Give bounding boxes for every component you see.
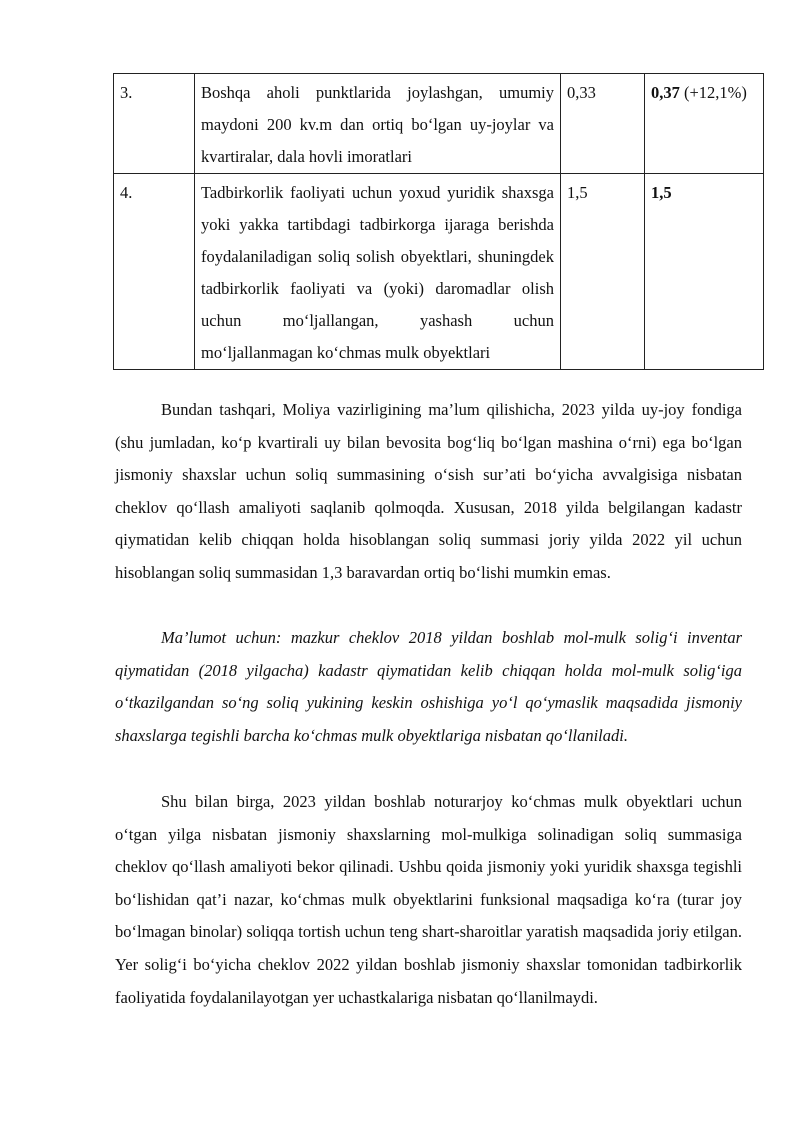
- row-new-rate: 0,37: [651, 83, 680, 102]
- row-new-rate: 1,5: [651, 183, 672, 202]
- info-note-paragraph: Ma’lumot uchun: mazkur cheklov 2018 yildan boshlab mol-mulk solig‘i inventar qiymatidan (2018 yilgacha) kadastr qiymatidan kelib chiqqan holda mol-mulk solig‘iga o‘tkazilgandan so‘ng soliq yukining keskin oshishiga yo‘l qo‘ymaslik maqsadida jismoniy shaxslarga tegishli barcha ko‘chmas mulk obyektlariga nisbatan qo‘llaniladi.: [115, 628, 742, 745]
- row-description: [195, 74, 561, 174]
- table-row: [114, 74, 764, 174]
- row-number: 4.: [114, 174, 195, 370]
- row-new-rate-cell: [645, 74, 764, 174]
- tax-rate-table: [113, 73, 764, 370]
- row-old-rate: 0,33: [561, 74, 645, 174]
- row-description-text: Tadbirkorlik faoliyati uchun yoxud yuridik shaxsga yoki yakka tartibdagi tadbirkorga ijaraga berishda foydalaniladigan soliq solish obyektlari, shuningdek tadbirkorlik faoliyati va (yoki) daromadlar olish uchun mo‘ljallangan, yashash uchun mo‘ljallanmagan ko‘chmas mulk obyektlari: [201, 183, 554, 362]
- row-number: 3.: [114, 74, 195, 174]
- body-paragraph: Bundan tashqari, Moliya vazirligining ma’lum qilishicha, 2023 yilda uy-joy fondiga (shu jumladan, ko‘p kvartirali uy bilan bevosita bog‘liq bo‘lgan mashina o‘rni) ega bo‘lgan jismoniy shaxslar uchun soliq summasining o‘sish sur’ati bo‘yicha avvalgisiga nisbatan cheklov qo‘llash amaliyoti saqlanib qolmoqda. Xususan, 2018 yilda belgilangan kadastr qiymatidan kelib chiqqan holda hisoblangan soliq summasi joriy yilda 2022 yil uchun hisoblangan soliq summasidan 1,3 baravardan ortiq bo‘lishi mumkin emas.: [115, 400, 742, 582]
- row-description-text: Boshqa aholi punktlarida joylashgan, umumiy maydoni 200 kv.m dan ortiq bo‘lgan uy-joylar va kvartiralar, dala hovli imoratlari: [201, 83, 554, 166]
- body-paragraph: Shu bilan birga, 2023 yildan boshlab noturarjoy ko‘chmas mulk obyektlari uchun o‘tgan yilga nisbatan jismoniy shaxslarning mol-mulkiga solinadigan soliq summasiga cheklov qo‘llash amaliyoti bekor qilinadi. Ushbu qoida jismoniy yoki yuridik shaxsga tegishli bo‘lishidan qat’i nazar, ko‘chmas mulk obyektlarini funksional maqsadiga ko‘ra (turar joy bo‘lmagan binolar) soliqqa tortish uchun teng shart-sharoitlar yaratish maqsadida joriy etilgan. Yer solig‘i bo‘yicha cheklov 2022 yildan boshlab jismoniy shaxslar tomonidan tadbirkorlik faoliyatida foydalanilayotgan yer uchastkalariga nisbatan qo‘llanilmaydi.: [115, 792, 742, 1007]
- row-old-rate: 1,5: [561, 174, 645, 370]
- row-new-rate-cell: [645, 174, 764, 370]
- row-new-rate-change: (+12,1%): [679, 83, 747, 102]
- row-description: [195, 174, 561, 370]
- table-row: [114, 174, 764, 370]
